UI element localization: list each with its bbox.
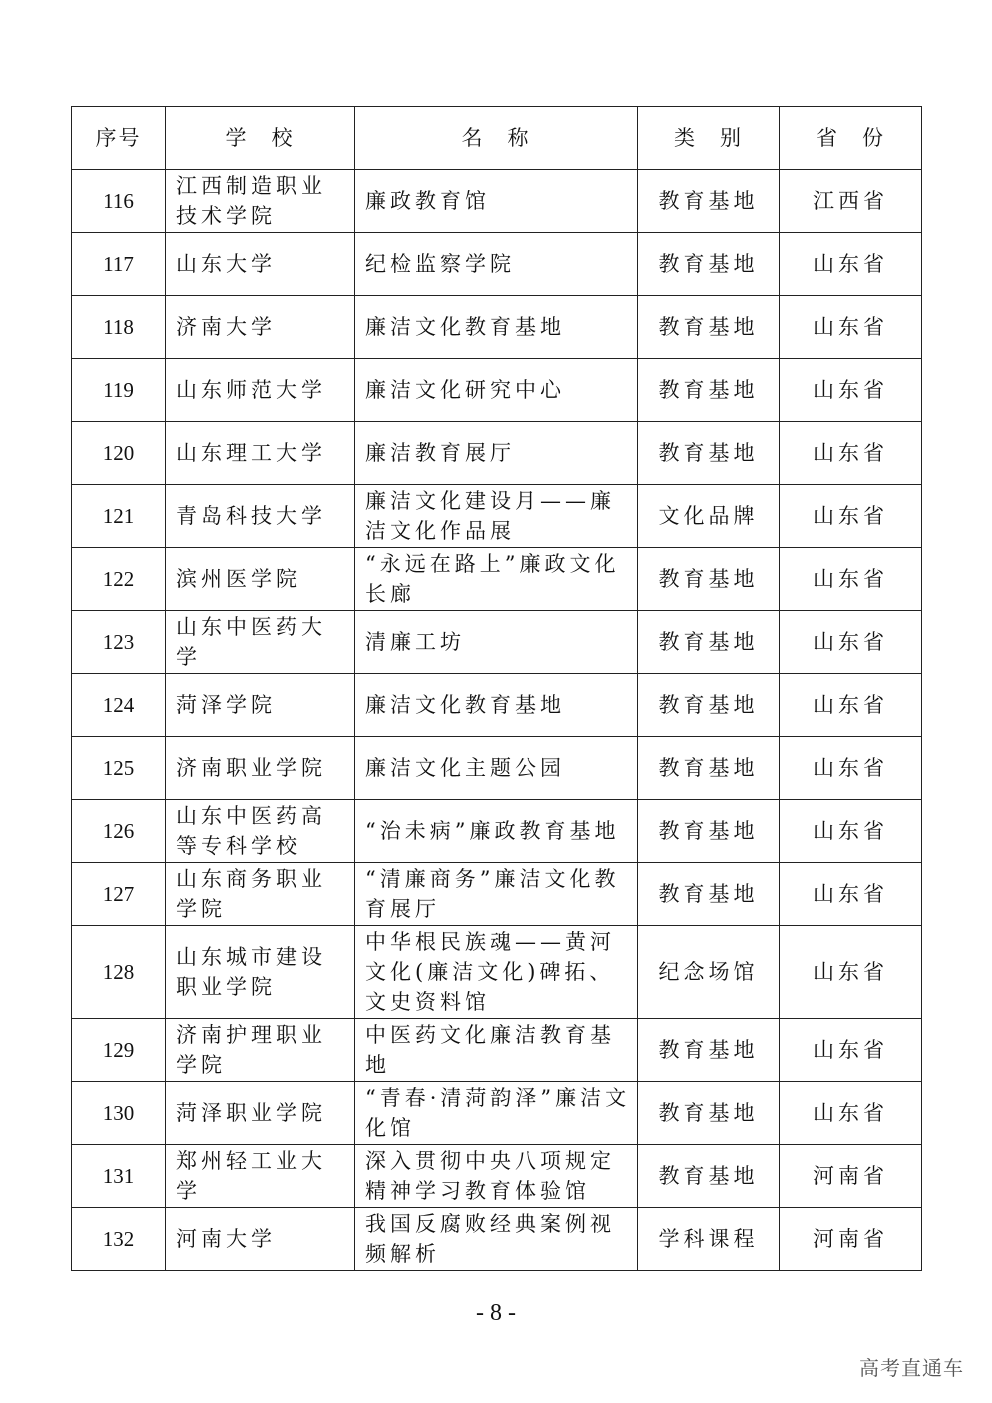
page-number: - 8 - [476,1300,516,1326]
row-province: 山东省 [780,737,922,800]
table-row [72,1145,922,1208]
row-serial: 126 [72,800,166,863]
table-row [72,737,922,800]
row-name: 深入贯彻中央八项规定精神学习教育体验馆 [355,1145,638,1208]
row-school: 山东大学 [166,233,355,296]
row-serial: 131 [72,1145,166,1208]
table-row [72,674,922,737]
row-category: 教育基地 [638,170,780,233]
row-school: 山东商务职业学院 [166,863,355,926]
row-name: “永远在路上”廉政文化长廊 [355,548,638,611]
table-row [72,296,922,359]
row-category: 教育基地 [638,359,780,422]
row-school: 山东理工大学 [166,422,355,485]
row-province: 山东省 [780,485,922,548]
row-school: 菏泽职业学院 [166,1082,355,1145]
row-serial: 130 [72,1082,166,1145]
row-province: 山东省 [780,800,922,863]
row-category: 教育基地 [638,1082,780,1145]
table-row [72,1208,922,1271]
row-category: 学科课程 [638,1208,780,1271]
table-row [72,170,922,233]
row-name: 中医药文化廉洁教育基地 [355,1019,638,1082]
row-serial: 118 [72,296,166,359]
table-row [72,1019,922,1082]
row-name: “青春·清菏韵泽”廉洁文化馆 [355,1082,638,1145]
row-province: 山东省 [780,233,922,296]
row-serial: 125 [72,737,166,800]
table-row [72,1082,922,1145]
row-serial: 124 [72,674,166,737]
row-category: 教育基地 [638,800,780,863]
row-serial: 116 [72,170,166,233]
row-province: 山东省 [780,1019,922,1082]
row-province: 山东省 [780,926,922,1019]
header-category: 类 别 [638,107,780,170]
row-serial: 128 [72,926,166,1019]
row-name: 纪检监察学院 [355,233,638,296]
row-serial: 121 [72,485,166,548]
row-category: 教育基地 [638,296,780,359]
row-category: 教育基地 [638,674,780,737]
row-province: 山东省 [780,611,922,674]
row-serial: 129 [72,1019,166,1082]
row-school: 郑州轻工业大学 [166,1145,355,1208]
row-category: 教育基地 [638,422,780,485]
row-name: 廉洁文化研究中心 [355,359,638,422]
table-row [72,485,922,548]
header-school: 学 校 [166,107,355,170]
row-serial: 120 [72,422,166,485]
table-row [72,422,922,485]
row-school: 济南大学 [166,296,355,359]
header-serial: 序号 [72,107,166,170]
row-school: 江西制造职业技术学院 [166,170,355,233]
table-row [72,863,922,926]
row-category: 教育基地 [638,233,780,296]
row-name: 中华根民族魂——黄河文化(廉洁文化)碑拓、文史资料馆 [355,926,638,1019]
row-school: 山东中医药大学 [166,611,355,674]
row-serial: 117 [72,233,166,296]
table-row [72,548,922,611]
row-serial: 122 [72,548,166,611]
row-category: 教育基地 [638,611,780,674]
row-category: 教育基地 [638,863,780,926]
watermark-text: 高考直通车 [859,1356,964,1380]
row-province: 山东省 [780,548,922,611]
row-school: 菏泽学院 [166,674,355,737]
row-school: 山东中医药高等专科学校 [166,800,355,863]
row-serial: 127 [72,863,166,926]
table-header-row [72,107,922,170]
table-row [72,233,922,296]
row-name: 廉洁文化建设月——廉洁文化作品展 [355,485,638,548]
row-serial: 132 [72,1208,166,1271]
row-school: 济南护理职业学院 [166,1019,355,1082]
row-province: 江西省 [780,170,922,233]
row-serial: 119 [72,359,166,422]
row-name: 廉政教育馆 [355,170,638,233]
row-school: 青岛科技大学 [166,485,355,548]
row-province: 河南省 [780,1145,922,1208]
table-row [72,926,922,1019]
row-category: 文化品牌 [638,485,780,548]
row-school: 山东师范大学 [166,359,355,422]
row-province: 山东省 [780,296,922,359]
row-category: 纪念场馆 [638,926,780,1019]
row-name: “清廉商务”廉洁文化教育展厅 [355,863,638,926]
row-name: “治未病”廉政教育基地 [355,800,638,863]
table-row [72,800,922,863]
row-province: 河南省 [780,1208,922,1271]
row-name: 廉洁教育展厅 [355,422,638,485]
row-category: 教育基地 [638,737,780,800]
header-name: 名 称 [355,107,638,170]
row-category: 教育基地 [638,1145,780,1208]
header-province: 省 份 [780,107,922,170]
row-province: 山东省 [780,1082,922,1145]
row-serial: 123 [72,611,166,674]
row-province: 山东省 [780,674,922,737]
row-name: 我国反腐败经典案例视频解析 [355,1208,638,1271]
row-school: 河南大学 [166,1208,355,1271]
row-category: 教育基地 [638,548,780,611]
row-school: 滨州医学院 [166,548,355,611]
row-province: 山东省 [780,359,922,422]
row-name: 廉洁文化教育基地 [355,296,638,359]
row-school: 山东城市建设职业学院 [166,926,355,1019]
row-school: 济南职业学院 [166,737,355,800]
row-name: 清廉工坊 [355,611,638,674]
row-name: 廉洁文化主题公园 [355,737,638,800]
row-category: 教育基地 [638,1019,780,1082]
row-province: 山东省 [780,863,922,926]
table-row [72,611,922,674]
table-row [72,359,922,422]
row-province: 山东省 [780,422,922,485]
institution-table [71,106,922,1271]
row-name: 廉洁文化教育基地 [355,674,638,737]
